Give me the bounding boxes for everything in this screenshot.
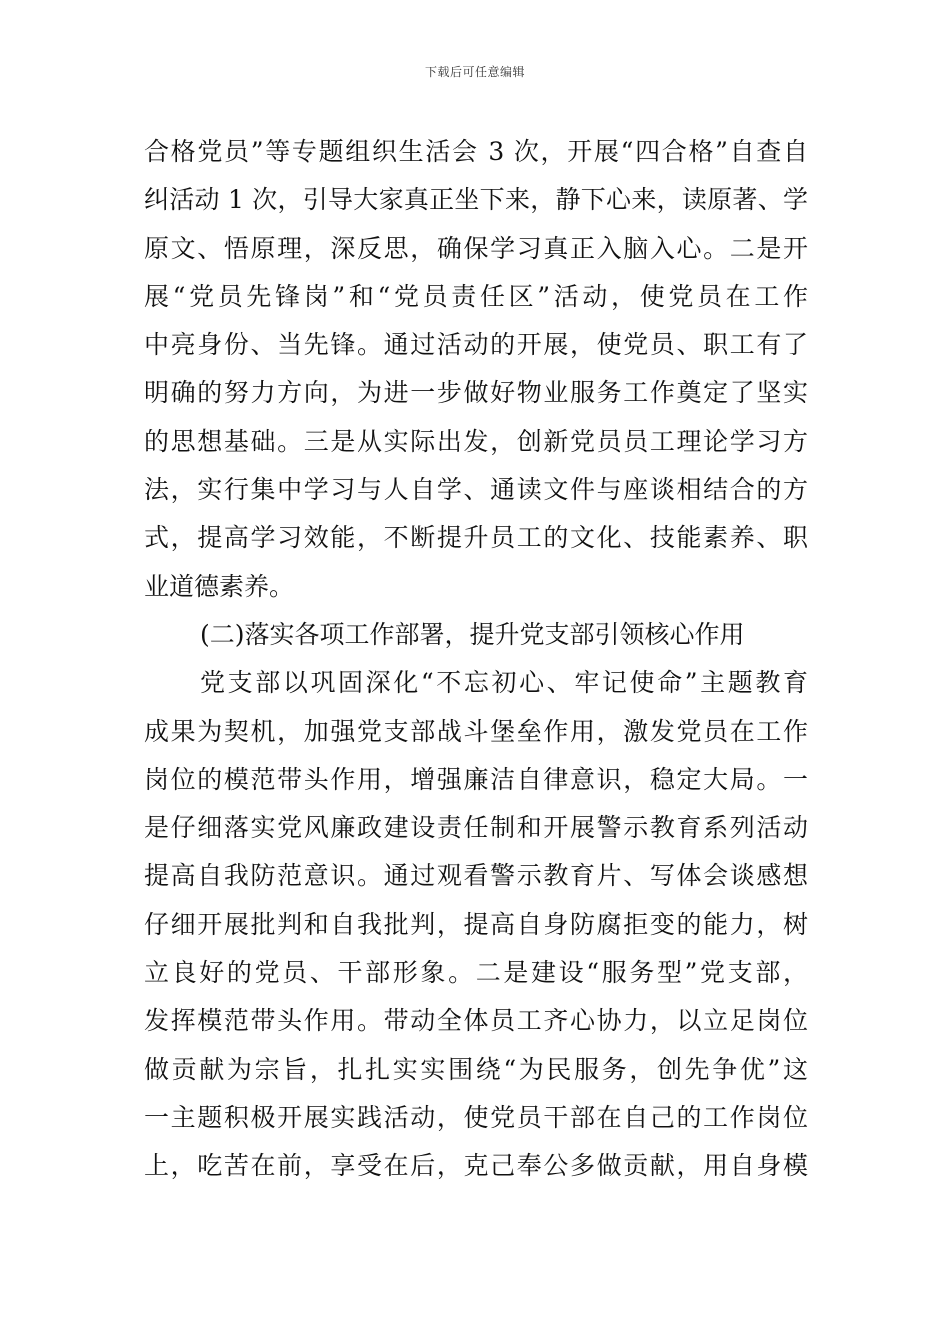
page-header-note: 下载后可任意编辑 [424,65,525,79]
text-line: 法，实行集中学习与人自学、通读文件与座谈相结合的方 [144,475,808,505]
document-body [144,128,808,1191]
text-line: 立良好的党员、干部形象。二是建设“服务型”党支部， [144,958,808,988]
text-line: 发挥模范带头作用。带动全体员工齐心协力，以立足岗位 [144,1006,808,1036]
text-line: 展“党员先锋岗”和“党员责任区”活动，使党员在工作 [144,281,808,311]
text-line: 做贡献为宗旨，扎扎实实围绕“为民服务，创先争优”这 [144,1054,808,1084]
text-line: 成果为契机，加强党支部战斗堡垒作用，激发党员在工作 [144,716,808,746]
text-line: 的思想基础。三是从实际出发，创新党员员工理论学习方 [144,426,808,456]
text-line: 中亮身份、当先锋。通过活动的开展，使党员、职工有了 [144,330,808,360]
text-line: 上，吃苦在前，享受在后，克己奉公多做贡献，用自身模 [144,1151,808,1181]
text-line: 提高自我防范意识。通过观看警示教育片、写体会谈感想 [144,861,808,891]
text-line: 一主题积极开展实践活动，使党员干部在自己的工作岗位 [144,1102,808,1132]
text-line: 业道德素养。 [144,571,295,601]
text-line: 党支部以巩固深化“不忘初心、牢记使命”主题教育 [200,668,808,698]
text-line: 式，提高学习效能，不断提升员工的文化、技能素养、职 [144,523,808,553]
text-line: 仔细开展批判和自我批判，提高自身防腐拒变的能力，树 [144,909,808,939]
section-heading: (二)落实各项工作部署，提升党支部引领核心作用 [200,619,745,649]
text-line: 纠活动 1 次，引导大家真正坐下来，静下心来，读原著、学 [144,185,808,215]
text-line: 是仔细落实党风廉政建设责任制和开展警示教育系列活动 [144,813,808,843]
text-line: 原文、悟原理，深反思，确保学习真正入脑入心。二是开 [144,233,808,263]
text-line: 明确的努力方向，为进一步做好物业服务工作奠定了坚实 [144,378,808,408]
text-line: 岗位的模范带头作用，增强廉洁自律意识，稳定大局。一 [144,764,808,794]
text-line: 合格党员”等专题组织生活会 3 次，开展“四合格”自查自 [144,137,808,166]
